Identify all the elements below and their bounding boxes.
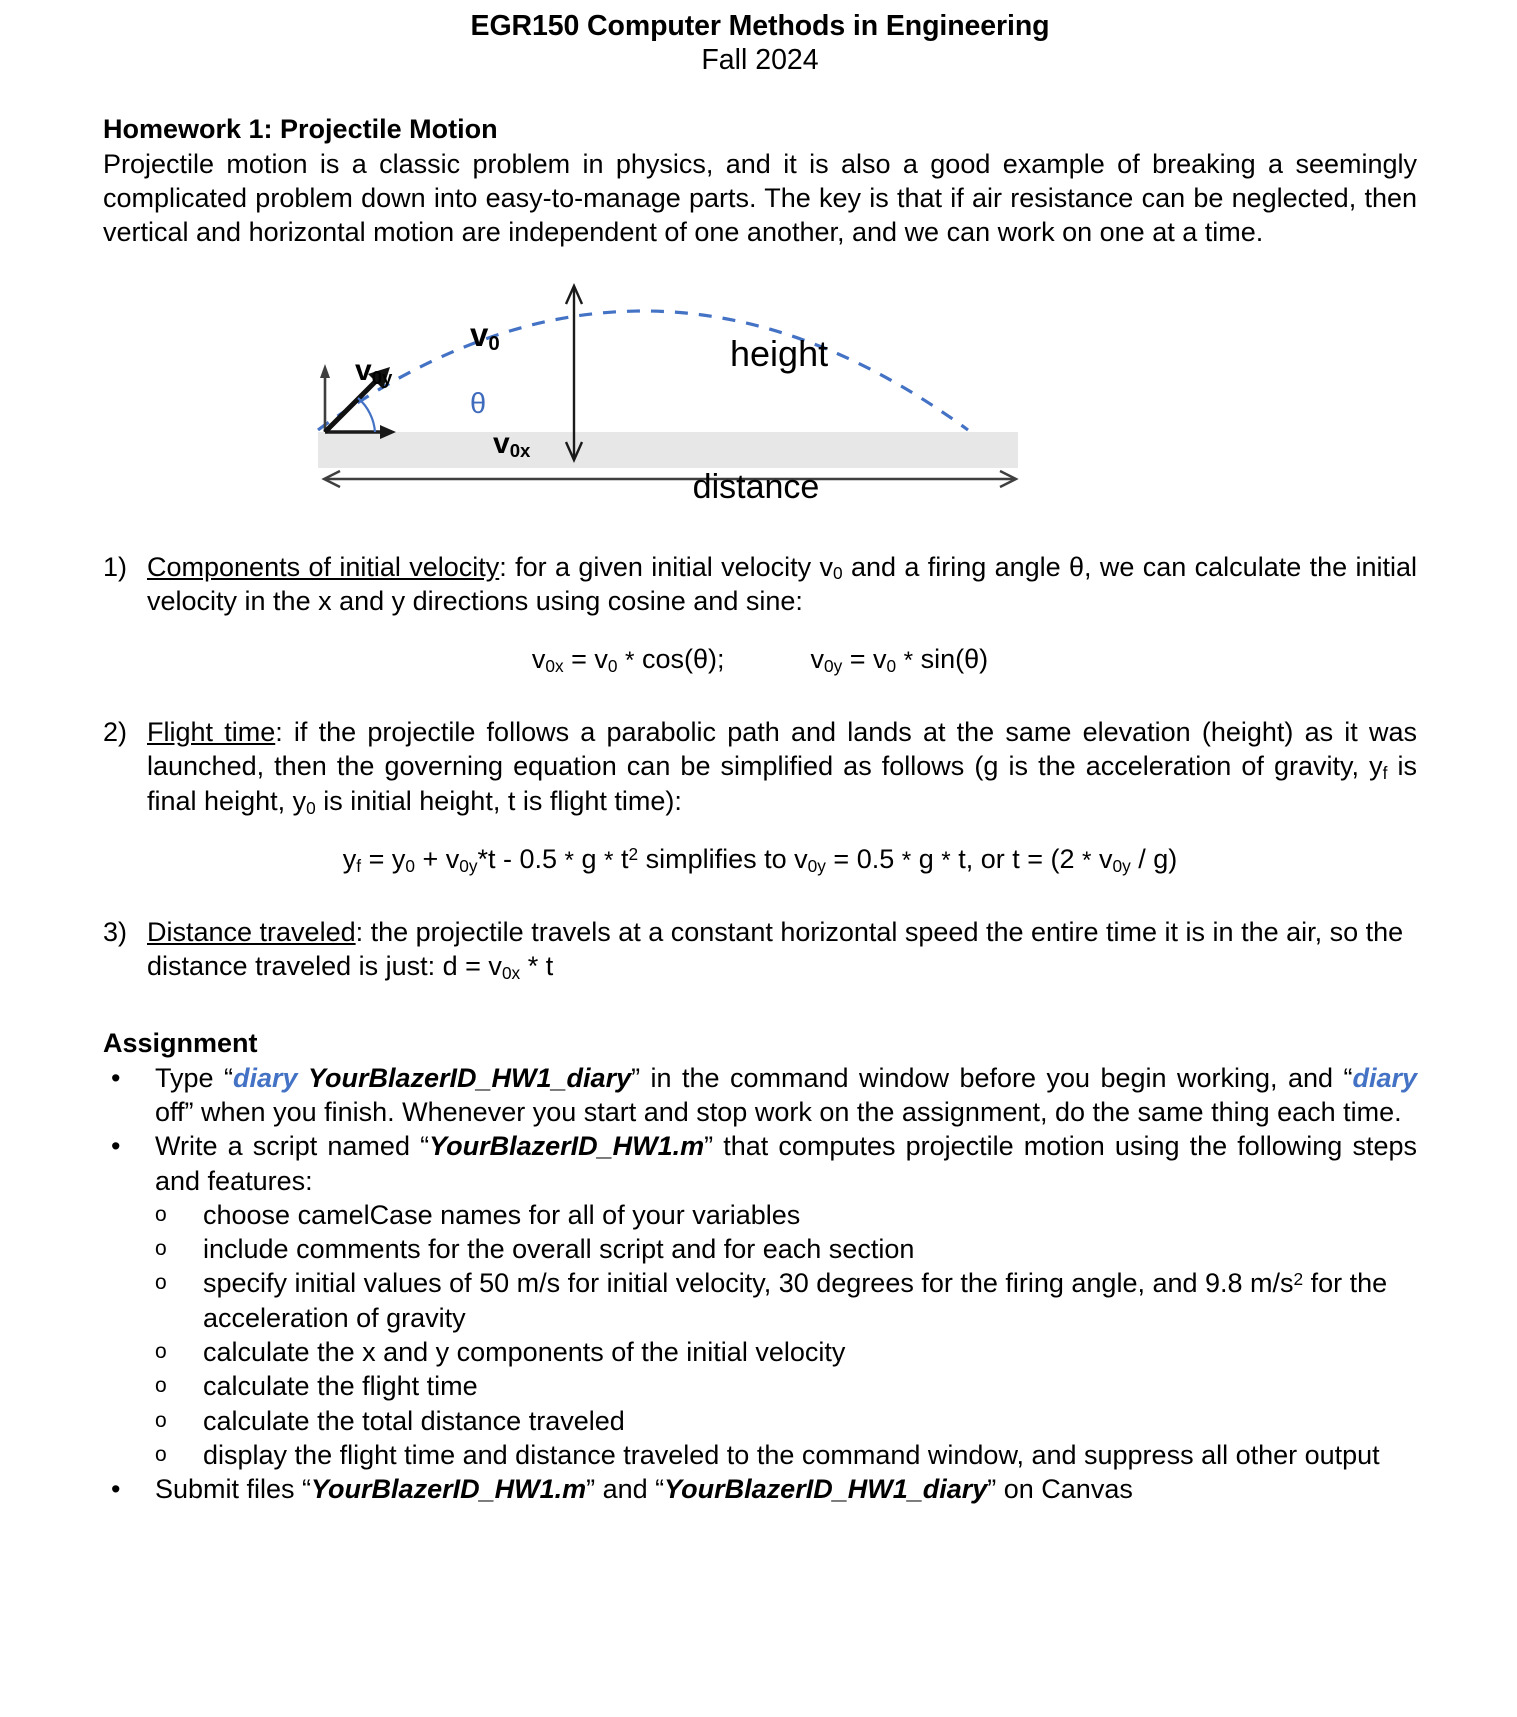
step-3-lead: Distance traveled [147, 917, 356, 948]
step-2-lead: Flight time [147, 717, 276, 748]
step-2-sub-0: 0 [306, 797, 316, 818]
diary-keyword-2: diary [1352, 1062, 1417, 1093]
label-v0y: $v_{0y}$ [355, 353, 393, 388]
assignment-sub-item-7 [155, 1438, 1417, 1472]
step-3-sub: 0x [501, 963, 521, 984]
assignment-sub-item-6 [155, 1404, 1417, 1438]
assignment-bullet-3 [103, 1472, 1417, 1506]
projectile-diagram [100, 264, 1412, 524]
filename-hw1-diary: YourBlazerID_HW1_diary [307, 1062, 632, 1093]
sub-item-text: display the flight time and distance traveled to the command window, and suppress all other output [203, 1439, 1380, 1470]
sub-item-text: specify initial values of 50 m/s for initial velocity, 30 degrees for the firing angle, and 9.8 $m/s^2$ for the acceleration of gravity [203, 1268, 1388, 1333]
intro-paragraph: Projectile motion is a classic problem in physics, and it is also a good example of breaking a seemingly complicated problem down into easy-to-manage parts. The key is that if air resistance can be neglected, then vertical and horizontal motion are independent of one another, and we can work on one at a time. [103, 148, 1417, 248]
step-2-rest: : if the projectile follows a parabolic path and lands at the same elevation (height) as it was launched, then the governing equation can be simplified as follows (g is the acceleration of gravity, y [147, 717, 1417, 782]
sub-item-text: include comments for the overall script and for each section [203, 1234, 915, 1265]
sub-bullet-marker: o [155, 1408, 167, 1432]
sub-item-text: calculate the x and y components of the initial velocity [203, 1337, 846, 1368]
step-item-2 [103, 715, 1417, 818]
sub-bullet-marker: o [155, 1374, 167, 1398]
step-2-rest3: is initial height, t is flight time): [315, 785, 682, 816]
sub-bullet-marker: o [155, 1340, 167, 1364]
assignment-sub-item-1 [155, 1198, 1417, 1232]
assignment-sub-item-3 [155, 1266, 1417, 1335]
label-height: height [730, 332, 829, 374]
sub-bullet-marker: o [155, 1442, 167, 1466]
label-v0: $v_0$ [470, 315, 500, 356]
step-body-3 [147, 915, 1417, 984]
bullet-marker: • [111, 1474, 121, 1505]
step-item-3 [103, 915, 1417, 984]
homework-heading: Homework 1: Projectile Motion [103, 113, 498, 144]
assignment-sub-item-4 [155, 1335, 1417, 1369]
equation-v0y: $v_{0y} = v_0 * \sin(\theta)$ [810, 644, 989, 676]
filename-hw1-diary-submit: YourBlazerID_HW1_diary [664, 1474, 988, 1505]
assignment-bullet-2-text: Write a script named “YourBlazerID_HW1.m” that computes projectile motion using the following steps and features: [155, 1131, 1417, 1196]
assignment-sub-item-5 [155, 1369, 1417, 1403]
equation-v0x: $v_{0x} = v_0 * \cos(\theta)$; [531, 644, 725, 676]
equation-flight-time: $y_f = y_0 + v_{0y}*t - 0.5 * g * t^2$ simplifies to $v_{0y} = 0.5 * g * t$, or $t = (2 * v_{0y} / g)$ [342, 844, 1178, 876]
ground-band [318, 432, 1018, 468]
bullet-marker: • [111, 1062, 121, 1093]
step-1-rest: : for a given initial velocity v [499, 551, 833, 582]
step-item-1 [103, 550, 1417, 619]
step-1-lead: Components of initial velocity [147, 551, 500, 582]
steps-list [103, 550, 1417, 984]
step-marker-2: 2) [103, 717, 128, 748]
step-2-sub-f: f [1382, 763, 1388, 784]
filename-hw1-m: YourBlazerID_HW1.m [429, 1131, 705, 1162]
sub-bullet-marker: o [155, 1202, 167, 1226]
assignment-bullet-1 [103, 1061, 1417, 1130]
step-2-rest2: is final height, y [147, 751, 1417, 816]
trajectory-curve [318, 311, 968, 430]
assignment-heading: Assignment [103, 1027, 258, 1058]
resultant-velocity-vector [325, 380, 377, 432]
step-body-1 [147, 550, 1417, 619]
course-title: EGR150 Computer Methods in Engineering [470, 10, 1050, 42]
step-body-2 [147, 715, 1417, 818]
assignment-bullet-1-text: Type “diary YourBlazerID_HW1_diary” in the command window before you begin working, and “diary off” when you finish. Whenever you start and stop work on the assignment, do the same thing each time. [155, 1062, 1417, 1128]
assignment-sub-item-2 [155, 1232, 1417, 1266]
diary-keyword-1: diary [232, 1062, 298, 1093]
label-theta: θ [470, 387, 487, 420]
vertical-axis-arrowhead [320, 364, 330, 378]
sub-bullet-marker: o [155, 1237, 167, 1261]
assignment-bullet-3-text: Submit files “YourBlazerID_HW1.m” and “YourBlazerID_HW1_diary” on Canvas [155, 1474, 1133, 1505]
bullet-marker: • [111, 1131, 121, 1162]
sub-item-text: calculate the total distance traveled [203, 1405, 625, 1436]
sub-item-text: calculate the flight time [203, 1371, 478, 1402]
label-distance: distance [692, 467, 820, 506]
step-1-rest2: and a firing angle θ, we can calculate the initial velocity in the x and y directions using cosine and sine: [147, 551, 1417, 616]
equation-velocity-components [103, 642, 1417, 677]
sub-bullet-marker: o [155, 1271, 167, 1295]
step-marker-1: 1) [103, 551, 128, 582]
step-marker-3: 3) [103, 917, 128, 948]
step-3-rest2: * t [520, 951, 554, 982]
label-v0x: $v_{0x}$ [493, 426, 531, 461]
angle-arc [358, 398, 375, 432]
term-label: Fall 2024 [701, 44, 819, 77]
step-1-sub: 0 [833, 563, 843, 584]
assignment-bullet-2 [103, 1129, 1417, 1198]
filename-hw1-m-submit: YourBlazerID_HW1.m [311, 1474, 587, 1505]
sub-item-text: choose camelCase names for all of your variables [203, 1199, 801, 1230]
step-3-rest: : the projectile travels at a constant horizontal speed the entire time it is in the air, so the distance traveled is just: d = v [147, 917, 1404, 982]
